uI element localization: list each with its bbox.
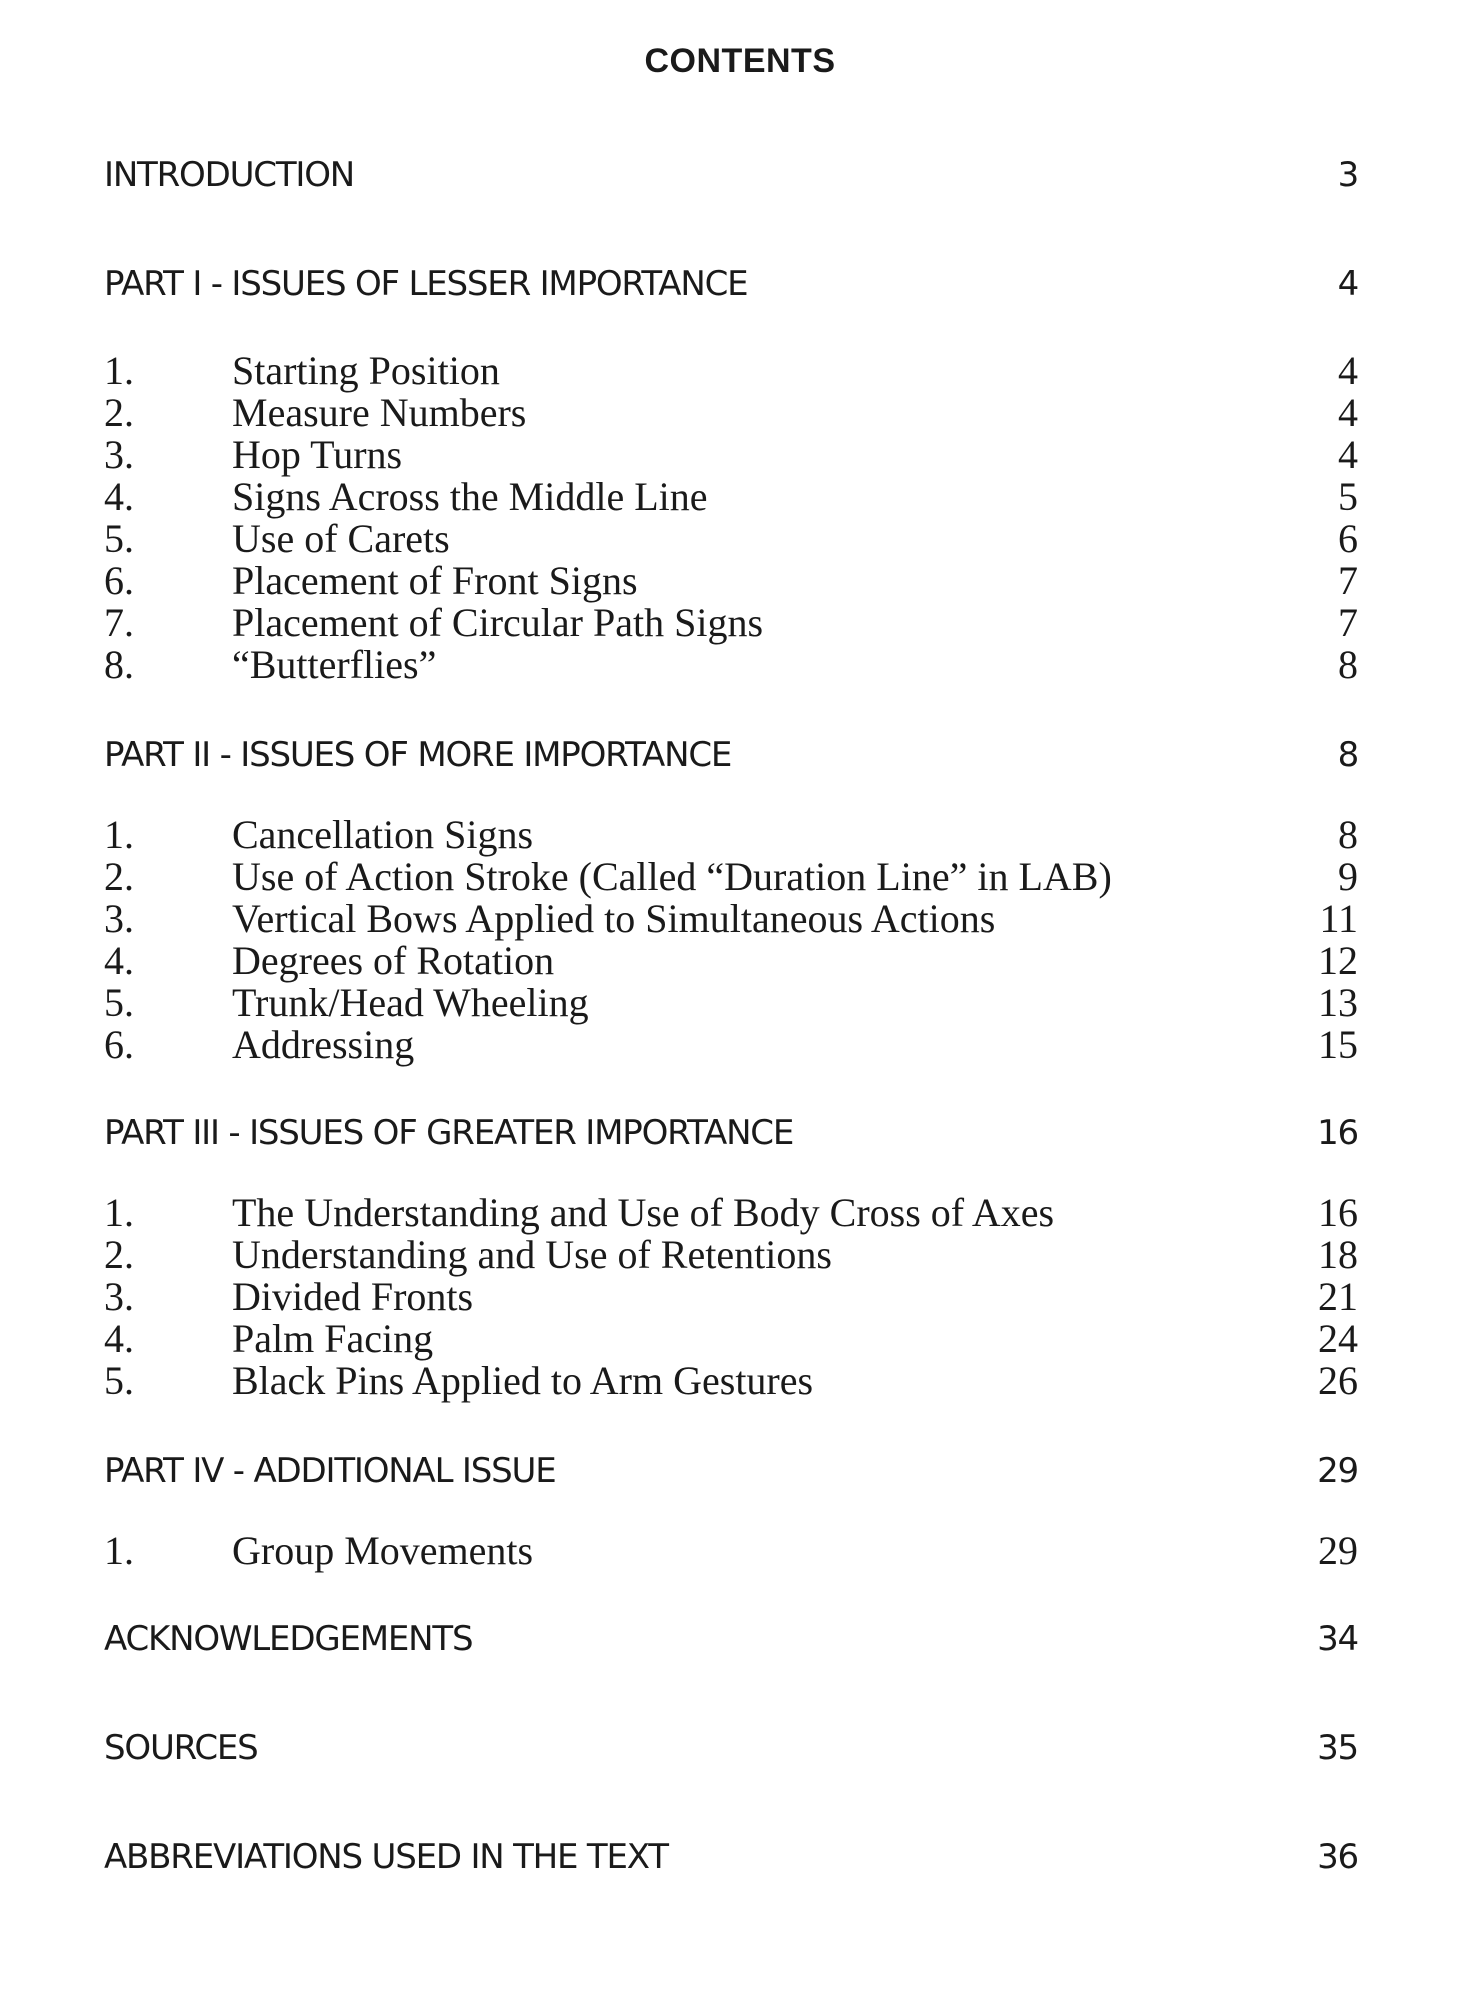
toc-entry-title: Degrees of Rotation — [232, 938, 555, 983]
toc-page-number: 12 — [1318, 938, 1358, 983]
toc-entry[interactable] — [104, 1360, 1358, 1402]
toc-page-number: 11 — [1319, 896, 1358, 941]
toc-entry[interactable] — [104, 560, 1358, 602]
toc-entry[interactable] — [104, 940, 1358, 982]
toc-entry[interactable] — [104, 814, 1358, 856]
toc-heading-label: PART I - ISSUES OF LESSER IMPORTANCE — [104, 264, 748, 304]
toc-page-number: 4 — [1338, 390, 1358, 435]
toc-entry-number: 1. — [104, 1190, 134, 1235]
toc-heading-part-4[interactable] — [104, 1451, 1358, 1491]
toc-entry-number: 6. — [104, 1022, 134, 1067]
toc-entry-number: 8. — [104, 642, 134, 687]
toc-entry-title: Black Pins Applied to Arm Gestures — [232, 1358, 814, 1403]
toc-page-number: 8 — [1338, 812, 1358, 857]
page-title: CONTENTS — [644, 42, 836, 80]
toc-heading-acknowledgements[interactable] — [104, 1619, 1358, 1659]
toc-entry[interactable] — [104, 602, 1358, 644]
toc-entry-title: Vertical Bows Applied to Simultaneous Actions — [232, 896, 996, 941]
toc-page-number: 9 — [1338, 854, 1358, 899]
toc-entry-number: 4. — [104, 938, 134, 983]
toc-page-number: 6 — [1338, 516, 1358, 561]
toc-page-number: 29 — [1318, 1528, 1358, 1573]
toc-entry-number: 5. — [104, 516, 134, 561]
toc-heading-label: PART IV - ADDITIONAL ISSUE — [104, 1451, 556, 1491]
toc-page-number: 7 — [1338, 558, 1358, 603]
toc-heading-label: INTRODUCTION — [104, 155, 355, 195]
toc-entry[interactable] — [104, 1024, 1358, 1066]
toc-heading-label: ABBREVIATIONS USED IN THE TEXT — [104, 1837, 668, 1877]
toc-entry-title: Use of Carets — [232, 516, 450, 561]
toc-page-number: 24 — [1318, 1316, 1358, 1361]
toc-page-number: 4 — [1338, 432, 1358, 477]
toc-page-number: 18 — [1318, 1232, 1358, 1277]
toc-heading-label: ACKNOWLEDGEMENTS — [104, 1619, 473, 1659]
toc-heading-sources[interactable] — [104, 1728, 1358, 1768]
toc-entry-number: 7. — [104, 600, 134, 645]
toc-entry[interactable] — [104, 350, 1358, 392]
toc-entry-number: 3. — [104, 1274, 134, 1319]
toc-entry-number: 1. — [104, 348, 134, 393]
toc-entry[interactable] — [104, 434, 1358, 476]
toc-heading-introduction[interactable] — [104, 155, 1358, 195]
toc-entry-title: Measure Numbers — [232, 390, 527, 435]
toc-page-number: 4 — [1337, 264, 1358, 304]
toc-heading-part-1[interactable] — [104, 264, 1358, 304]
toc-entry-number: 4. — [104, 1316, 134, 1361]
toc-page-number: 15 — [1318, 1022, 1358, 1067]
toc-entry[interactable] — [104, 392, 1358, 434]
toc-page-number: 36 — [1317, 1837, 1358, 1877]
toc-heading-abbreviations[interactable] — [104, 1837, 1358, 1877]
toc-entry-number: 2. — [104, 390, 134, 435]
toc-entry-number: 1. — [104, 1528, 134, 1573]
toc-page-number: 21 — [1318, 1274, 1358, 1319]
toc-page-number: 3 — [1337, 155, 1358, 195]
toc-entry-title: Trunk/Head Wheeling — [232, 980, 589, 1025]
toc-entry-title: Group Movements — [232, 1528, 534, 1573]
toc-entry[interactable] — [104, 1318, 1358, 1360]
toc-entry[interactable] — [104, 1530, 1358, 1572]
toc-entry[interactable] — [104, 856, 1358, 898]
toc-entry[interactable] — [104, 1276, 1358, 1318]
toc-heading-label: SOURCES — [104, 1728, 258, 1768]
toc-entry-title: Addressing — [232, 1022, 415, 1067]
toc-entry-title: Placement of Front Signs — [232, 558, 638, 603]
toc-page-number: 8 — [1337, 735, 1358, 775]
toc-entry-number: 2. — [104, 1232, 134, 1277]
toc-page-number: 26 — [1318, 1358, 1358, 1403]
toc-entry-title: “Butterflies” — [232, 642, 437, 687]
toc-heading-part-2[interactable] — [104, 735, 1358, 775]
toc-entry[interactable] — [104, 518, 1358, 560]
toc-entry-number: 6. — [104, 558, 134, 603]
toc-page-number: 35 — [1317, 1728, 1358, 1768]
toc-entry-number: 5. — [104, 1358, 134, 1403]
toc-page-number: 4 — [1338, 348, 1358, 393]
toc-entry-title: Placement of Circular Path Signs — [232, 600, 764, 645]
toc-entry[interactable] — [104, 1234, 1358, 1276]
table-of-contents — [104, 0, 1358, 1992]
toc-entry-number: 3. — [104, 432, 134, 477]
toc-entry-title: Use of Action Stroke (Called “Duration Line” in LAB) — [232, 854, 1112, 899]
toc-page-number: 34 — [1317, 1619, 1358, 1659]
toc-entry[interactable] — [104, 1192, 1358, 1234]
toc-entry[interactable] — [104, 644, 1358, 686]
toc-page-number: 29 — [1317, 1451, 1358, 1491]
toc-entry-title: Cancellation Signs — [232, 812, 534, 857]
toc-entry-number: 3. — [104, 896, 134, 941]
toc-heading-part-3[interactable] — [104, 1113, 1358, 1153]
toc-page-number: 5 — [1338, 474, 1358, 519]
toc-entry-number: 4. — [104, 474, 134, 519]
toc-entry-title: Signs Across the Middle Line — [232, 474, 708, 519]
toc-entry-title: Divided Fronts — [232, 1274, 474, 1319]
toc-entry[interactable] — [104, 982, 1358, 1024]
toc-entry[interactable] — [104, 476, 1358, 518]
toc-heading-label: PART II - ISSUES OF MORE IMPORTANCE — [104, 735, 732, 775]
toc-page-number: 16 — [1317, 1113, 1358, 1153]
toc-entry-title: The Understanding and Use of Body Cross of Axes — [232, 1190, 1055, 1235]
toc-page-number: 13 — [1318, 980, 1358, 1025]
toc-entry-number: 5. — [104, 980, 134, 1025]
toc-entry-title: Understanding and Use of Retentions — [232, 1232, 832, 1277]
toc-page-number: 8 — [1338, 642, 1358, 687]
toc-heading-label: PART III - ISSUES OF GREATER IMPORTANCE — [104, 1113, 794, 1153]
toc-entry-number: 2. — [104, 854, 134, 899]
toc-page-number: 7 — [1338, 600, 1358, 645]
toc-page-number: 16 — [1318, 1190, 1358, 1235]
toc-entry-title: Starting Position — [232, 348, 500, 393]
toc-entry-title: Palm Facing — [232, 1316, 434, 1361]
toc-entry-number: 1. — [104, 812, 134, 857]
toc-entry-title: Hop Turns — [232, 432, 403, 477]
toc-entry[interactable] — [104, 898, 1358, 940]
